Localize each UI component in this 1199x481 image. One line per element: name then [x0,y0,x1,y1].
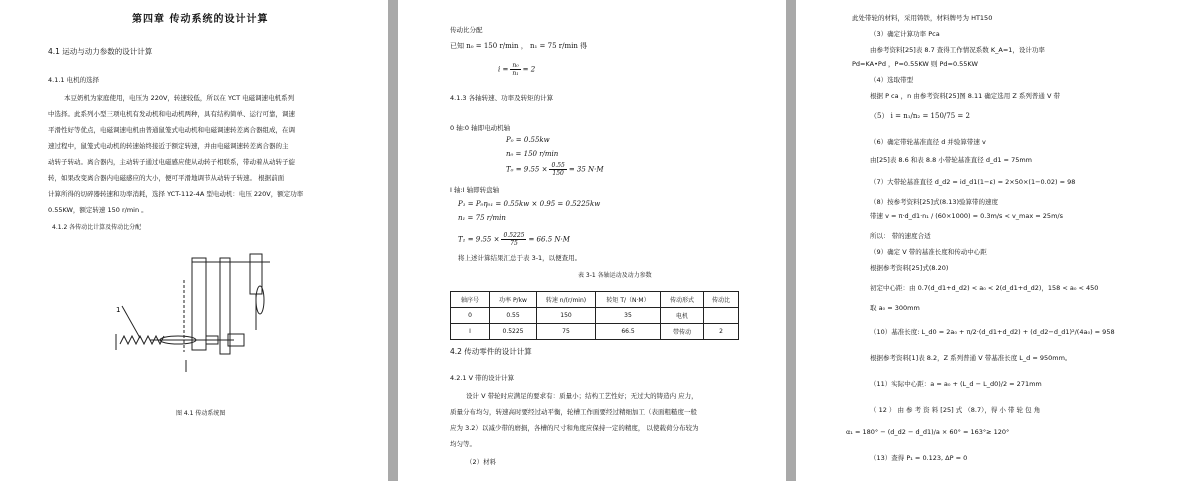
table-cell: 电机 [661,308,704,324]
paragraph-line: （7）大带轮基准直径 d_d2 = id_d1(1−ε) = 2×50×(1−0.02) = 98 [870,178,1076,186]
paragraph-line: 速过程中，鼠笼式电动机的转速始终接近于额定转速，并由电磁调速转差离合器的主 [48,142,289,150]
table-header-row [451,292,739,308]
table-header-cell: 传动形式 [661,292,704,308]
paragraph-line: 动转子转动。离合器内，主动转子通过电磁感应使从动转子相联系，带动着从动转子旋 [48,158,295,166]
document-page-2 [398,0,786,481]
transmission-diagram [110,240,280,385]
section-heading: 传动比分配 [450,26,483,34]
paragraph-line: 均匀等。 [450,440,476,448]
paragraph-line: （6）确定带轮基准直径 d 并验算带速 v [870,138,986,146]
paragraph-line: 取 a₀ = 300mm [870,304,920,312]
paragraph-line: 本豆奶机为家庭使用，电压为 220V，转速较低，所以在 YCT 电磁调速电机系列 [64,94,295,102]
paragraph-line: Pd=KA•Pd ，P=0.55KW 则 Pd=0.55KW [852,60,978,68]
paragraph-line: （10）基准长度: L_d0 = 2a₀ + π/2·(d_d1+d_d2) + (d_d2−d_d1)²/(4a₀) = 958 [870,328,1115,336]
paragraph-line: 根据参考资料[1]表 8.2，Z 系列普通 V 带基准长度 L_d = 950mm。 [870,354,1072,362]
axis-heading: I 轴:I 轴即转盘轴 [450,186,500,194]
table-cell: 150 [537,308,596,324]
equation: （5） i = n₁/n₂ = 150/75 = 2 [870,112,970,120]
paragraph-line: 初定中心距：由 0.7(d_d1+d_d2) < a₀ < 2(d_d1+d_d2)，158 < a₀ < 450 [870,284,1099,292]
figure-label: 1 [116,306,121,314]
subsection-heading: 4.1.3 各轴转速、功率及转矩的计算 [450,94,554,102]
axis-heading: 0 轴:0 轴即电动机轴 [450,124,511,132]
paragraph-line: （9）确定 V 带的基准长度和传动中心距 [870,248,987,256]
subsection-heading: 4.2.1 V 带的设计计算 [450,374,515,382]
equation: P₀ = 0.55kw [506,136,550,144]
paragraph-line: 由参考资料[25]表 8.7 查得工作情况系数 K_A=1，设计功率 [870,46,1045,54]
equation: i = $\frac{\text{n₀}}{\text{n₁}}$ = 2 [498,62,536,77]
table-cell: 带传动 [661,324,704,340]
document-page-1 [0,0,388,481]
section-heading: 4.2 传动零件的设计计算 [450,347,532,356]
table-cell: 0.5225 [490,324,537,340]
paragraph-line: 质量分布均匀，转速高时要经过动平衡，轮槽工作面要经过精细加工（表面粗糙度一般 [450,408,697,416]
paragraph-line: 平滑性好等优点，电磁调速电机由普通鼠笼式电动机和电磁调速转差离合器组成，在调 [48,126,295,134]
paragraph-line: 转，如果改变离合器内电磁感应的大小，便可平滑地调节从动转子转速。 根据前面 [48,174,285,182]
paragraph-line: （4）选取带型 [870,76,914,84]
paragraph-line: （8）按参考资料[25]式(8.13)验算带的速度 [870,198,999,206]
parameter-table [450,291,739,340]
equation: 已知 n₀ = 150 r/min ， n₁ = 75 r/min 得 [450,42,588,50]
paragraph-line: α₁ = 180° − (d_d2 − d_d1)/a × 60° = 163°≥ 120° [846,428,1010,436]
table-cell: 0 [451,308,490,324]
paragraph-line: 此处带轮的材料，采用铸铁，材料牌号为 HT150 [852,14,993,22]
paragraph-line: （2）材料 [466,458,497,466]
paragraph-line: 中选择。此系列小型三项电机有发动机和电动机两种，具有结构简单、运行可靠，调速 [48,110,295,118]
paragraph-line: 带速 v = π·d_d1·n₁ / (60×1000) = 0.3m/s < v_max = 25m/s [870,212,1063,220]
table-cell: 35 [596,308,661,324]
subsection-heading: 4.1.2 各传动比计算及传动比分配 [52,224,142,231]
equation: P₁ = P₀η₀₁ = 0.55kw × 0.95 = 0.5225kw [458,200,601,208]
paragraph-line: （11）实际中心距：a = a₀ + (L_d − L_d0)/2 = 271mm [870,380,1042,388]
table-row [451,324,739,340]
paragraph-line: （ 12 ） 由 参 考 资 料 [25] 式 （8.7），得 小 带 轮 包 角 [870,406,1041,414]
subsection-heading: 4.1.1 电机的选择 [48,76,100,84]
paragraph-line: 由[25]表 8.6 和表 8.8 小带轮基准直径 d_d1 = 75mm [870,156,1032,164]
table-cell: I [451,324,490,340]
paragraph-line: 将上述计算结果汇总于表 3-1，以便查用。 [458,254,582,262]
equation: T₀ = 9.55 × $\frac{0.55}{150}$ = 35 N·M [506,162,604,177]
chapter-title: 第四章 传动系统的设计计算 [132,14,269,25]
table-cell: 66.5 [596,324,661,340]
table-cell: 75 [537,324,596,340]
paragraph-line: 应为 3.2）以减少带的磨损，各槽的尺寸和角度应保持一定的精度， 以使载荷分布较为 [450,424,699,432]
table-caption: 表 3-1 各轴运动及动力参数 [578,272,652,279]
equation: n₁ = 75 r/min [458,214,506,222]
table-cell [704,308,739,324]
paragraph-line: 设计 V 带轮时应满足的要求有：质量小；结构工艺性好；无过大的铸造内 应力， [466,392,698,400]
table-row [451,308,739,324]
table-header-cell: 功率 P/kw [490,292,537,308]
paragraph-line: （13）查得 P₁ = 0.123, ΔP = 0 [870,454,968,462]
equation: n₀ = 150 r/min [506,150,559,158]
paragraph-line: 根据参考资料[25]式(8.20) [870,264,949,272]
table-header-cell: 轴序号 [451,292,490,308]
table-header-cell: 转速 n/(r/min) [537,292,596,308]
figure-caption: 图 4.1 传动系统图 [176,410,226,417]
table-header-cell: 传动比 [704,292,739,308]
paragraph-line: 0.55KW，额定转速 150 r/min 。 [48,206,148,214]
paragraph-line: 所以： 带的速度合适 [870,232,931,240]
document-page-3 [796,0,1199,481]
table-cell: 0.55 [490,308,537,324]
equation: T₁ = 9.55 × $\frac{0.5225}{75}$ = 66.5 N·M [458,232,570,247]
paragraph-line: 根据 P ca ，n 由参考资料[25]图 8.11 确定选用 Z 系列普通 V 带 [870,92,1060,100]
table-header-cell: 转矩 T/（N·M） [596,292,661,308]
section-heading: 4.1 运动与动力参数的设计计算 [48,47,153,56]
table-cell: 2 [704,324,739,340]
paragraph-line: （3）确定计算功率 Pca [870,30,940,38]
paragraph-line: 计算所得的切碎器转速和功率消耗，选择 YCT-112-4A 型电动机：电压 220V，额定功率 [48,190,304,198]
